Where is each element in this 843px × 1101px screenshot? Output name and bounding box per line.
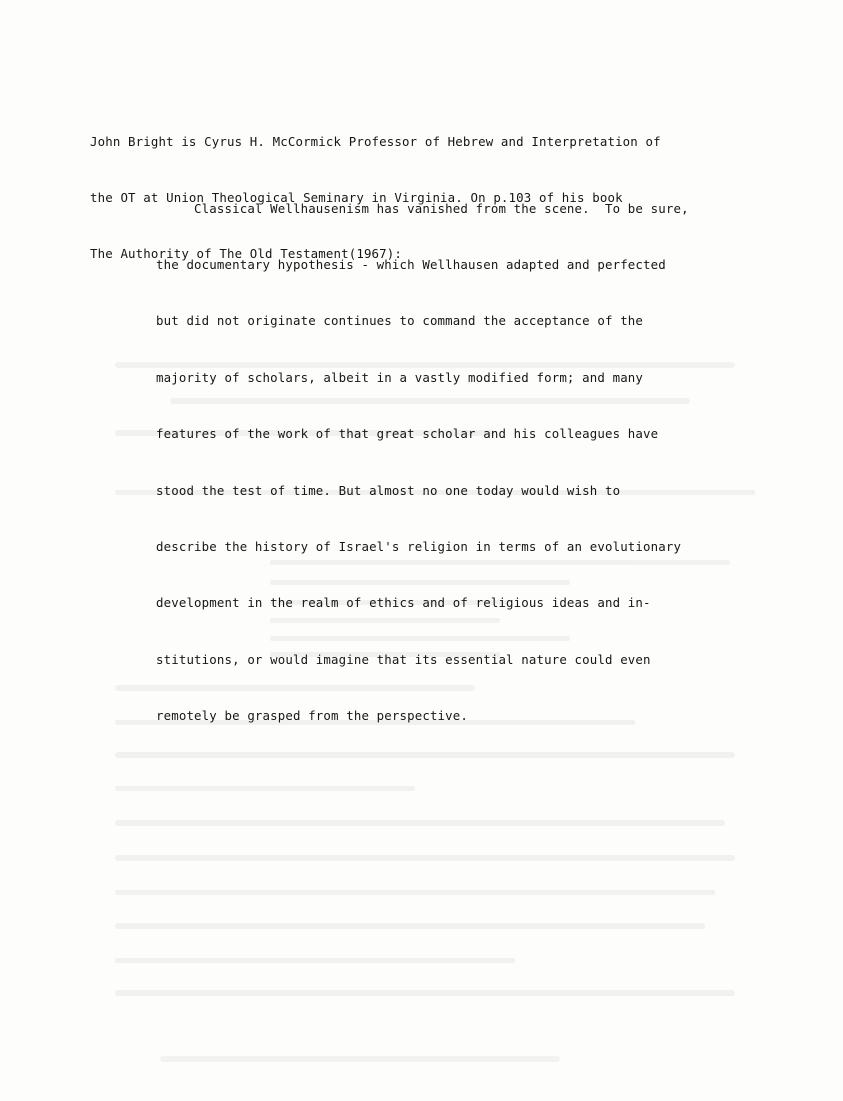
intro-line: the OT at Union Theological Seminary in Virginia. On p.103 of his book <box>90 189 623 205</box>
quote-line: features of the work of that great scholar and his colleagues have <box>156 426 659 442</box>
block-quote <box>156 162 689 764</box>
quote-line: majority of scholars, albeit in a vastly modified form; and many <box>156 369 644 385</box>
quote-line: but did not originate continues to command the acceptance of the <box>156 313 644 329</box>
quote-line: Classical Wellhausenism has vanished from the scene. To be sure, <box>156 200 689 216</box>
quote-line: the documentary hypothesis - which Wellhausen adapted and perfected <box>156 256 666 272</box>
intro-line: The Authority of The Old Testament(1967): <box>90 246 403 262</box>
quote-line: stitutions, or would imagine that its essential nature could even <box>156 651 651 667</box>
quote-line: remotely be grasped from the perspective. <box>156 708 469 724</box>
quote-line: describe the history of Israel's religion in terms of an evolutionary <box>156 538 682 554</box>
quote-line: development in the realm of ethics and of religious ideas and in- <box>156 595 651 611</box>
intro-line: John Bright is Cyrus H. McCormick Professor of Hebrew and Interpretation of <box>90 133 661 149</box>
quote-line: stood the test of time. But almost no one today would wish to <box>156 482 621 498</box>
